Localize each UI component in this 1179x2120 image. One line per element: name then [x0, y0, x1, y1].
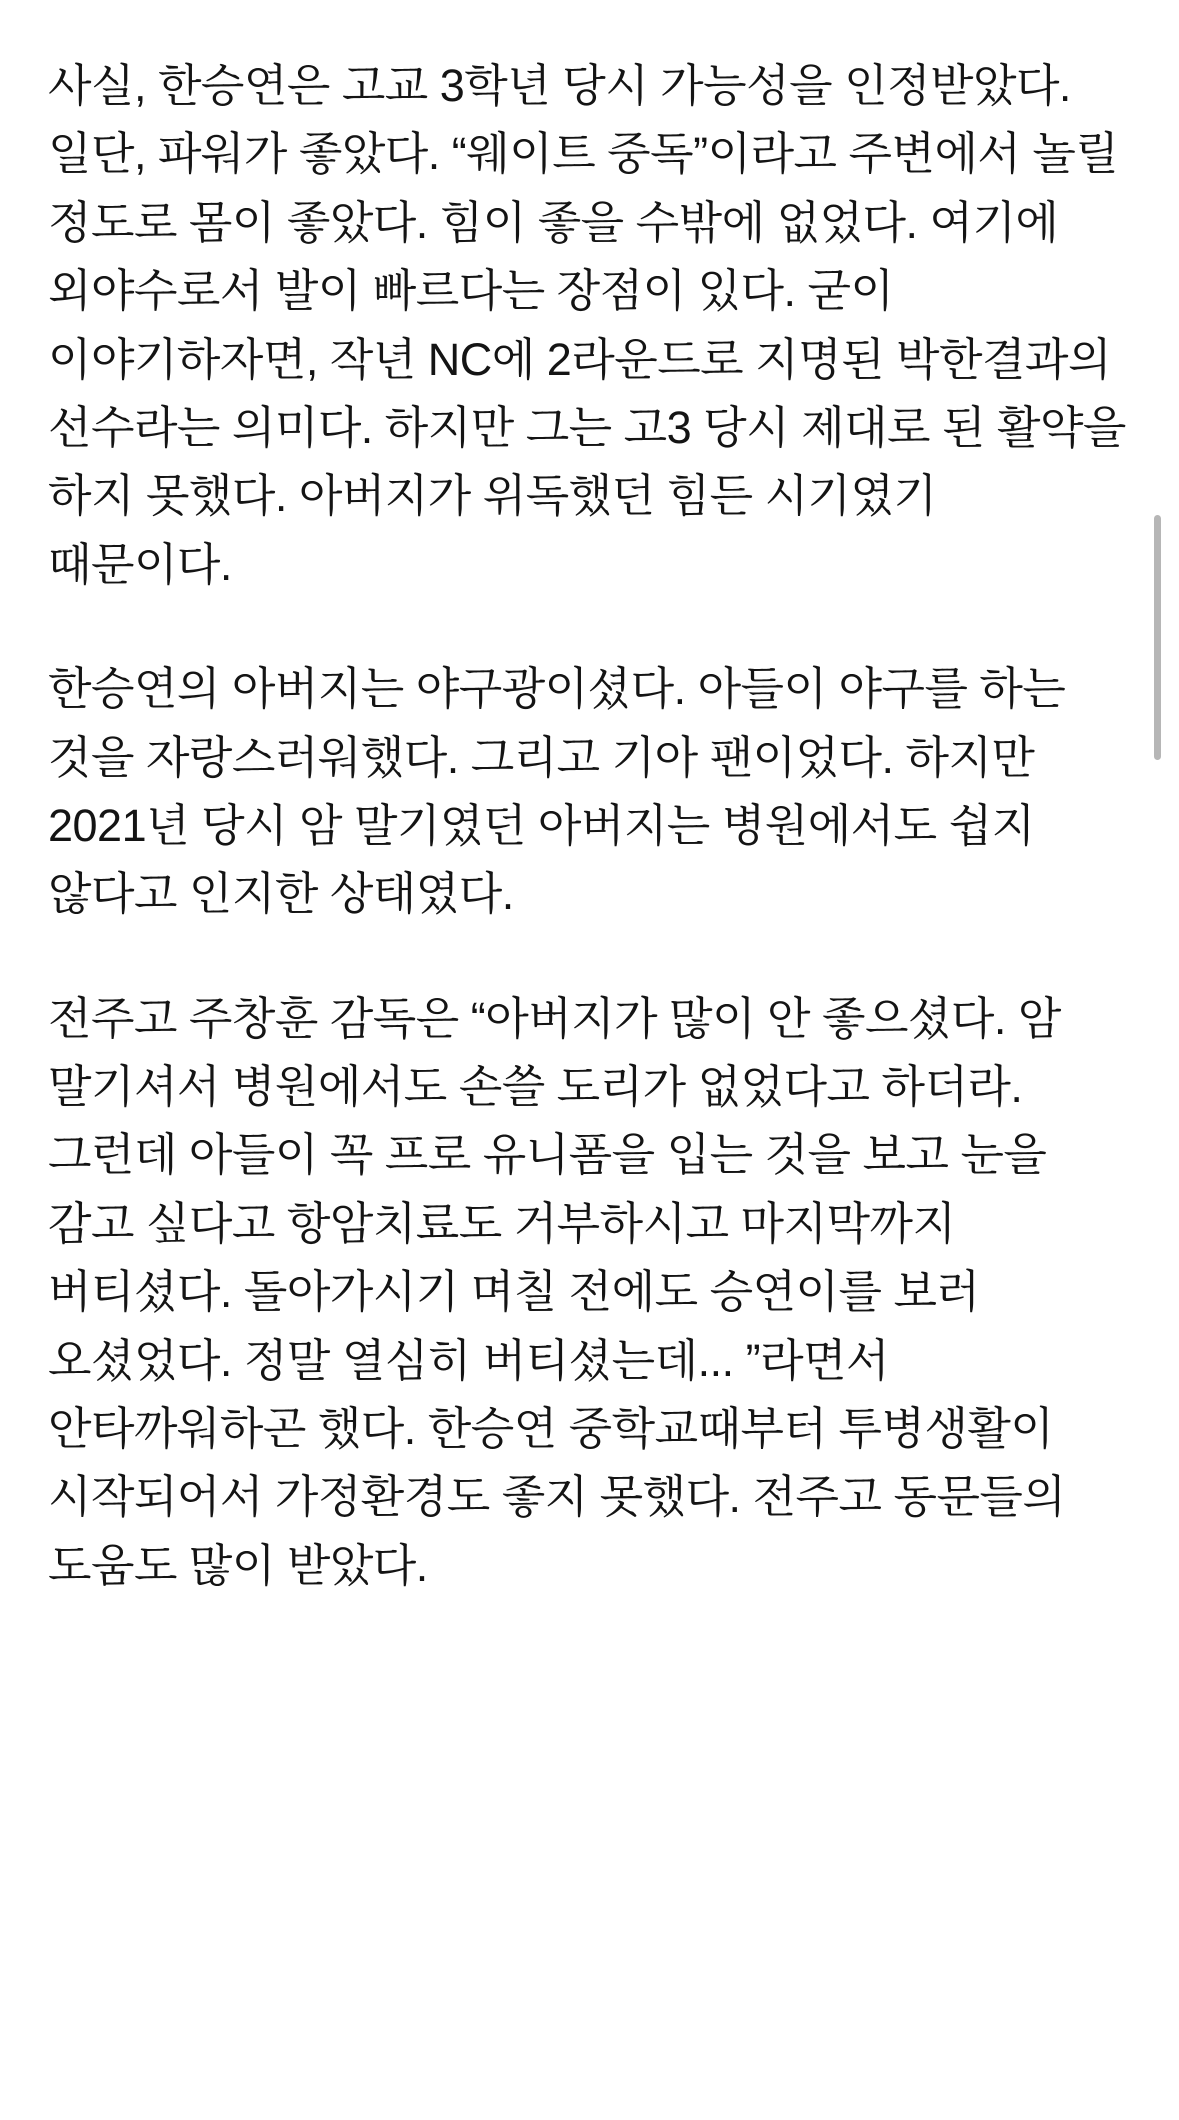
vertical-scrollbar[interactable]	[1161, 0, 1171, 2120]
article-paragraph: 전주고 주창훈 감독은 “아버지가 많이 안 좋으셨다. 암 말기셔서 병원에서도 손쓸 도리가 없었다고 하더라. 그런데 아들이 꼭 프로 유니폼을 입는 것을 보고 눈을 감고 싶다고 항암치료도 거부하시고 마지막까지 버티셨다. 돌아가시기 며칠 전에도 승연이를 보러 오셨었다. 정말 열심히 버티셨는데... ”라면서 안타까워하곤 했다. 한승연 중학교때부터 투병생활이 시작되어서 가정환경도 좋지 못했다. 전주고 동문들의 도움도 많이 받았다.	[48, 992, 1066, 1591]
scrollbar-thumb[interactable]	[1154, 515, 1161, 760]
article-paragraph: 사실, 한승연은 고교 3학년 당시 가능성을 인정받았다. 일단, 파워가 좋았다. “웨이트 중독”이라고 주변에서 놀릴 정도로 몸이 좋았다. 힘이 좋을 수밖에 없었다. 여기에 외야수로서 발이 빠르다는 장점이 있다. 굳이 이야기하자면, 작년 NC에 2라운드로 지명된 박한결과의 선수라는 의미다. 하지만 그는 고3 당시 제대로 된 활약을 하지 못했다. 아버지가 위독했던 힘든 시기였기 때문이다.	[48, 60, 1126, 590]
article-paragraph: 한승연의 아버지는 야구광이셨다. 아들이 야구를 하는 것을 자랑스러워했다. 그리고 기아 팬이었다. 하지만 2021년 당시 암 말기였던 아버지는 병원에서도 쉽지 않다고 인지한 상태였다.	[48, 663, 1066, 920]
